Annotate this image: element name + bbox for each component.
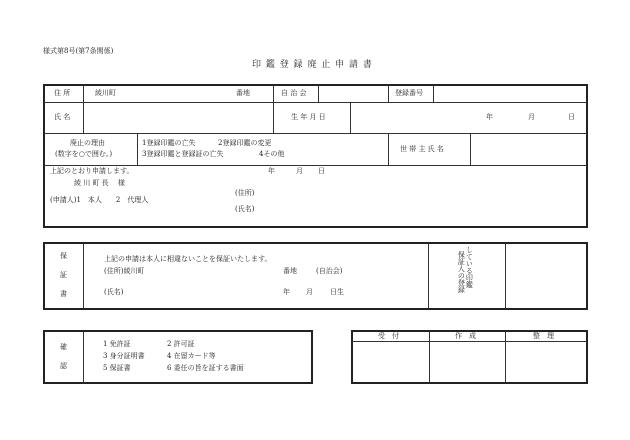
office-header-uketsuke: 受 付 [378,332,399,340]
guarantor-name-label: (氏名) [104,288,124,296]
date-month-unit: 月 [296,167,303,175]
divider [83,85,84,133]
household-head-field[interactable] [472,135,585,163]
confirmation-item[interactable]: 4 在留カード等 [167,352,216,360]
address-town: 綾川町 [95,89,116,97]
applicant-type[interactable]: (申請人)1 本人 2 代理人 [50,196,149,204]
jichikai-field[interactable] [320,86,386,101]
divider [273,102,274,133]
reason-option-1[interactable]: 1登録印鑑の亡失 [142,139,196,147]
confirmation-item[interactable]: 1 免許証 [103,340,131,348]
birth-year-unit: 年 [486,113,493,121]
reason-option-3[interactable]: 3登録印鑑と登録証の亡失 [142,150,224,158]
divider [273,85,274,102]
divider [505,243,506,309]
confirmation-item[interactable]: 2 許可証 [167,340,195,348]
addressee: 綾 川 町 長 様 [74,179,125,187]
guarantor-birth-month: 月 [306,288,313,296]
date-year-unit: 年 [268,167,275,175]
confirmation-item[interactable]: 6 委任の旨を証する書面 [167,364,244,372]
divider [388,133,389,165]
applicant-name-label: (氏名) [235,205,255,213]
confirmation-label-2: 認 [60,362,67,370]
divider [137,133,138,165]
jichikai-label: 自 治 会 [281,89,307,97]
banchi-label: 番地 [236,89,250,97]
divider [428,243,429,309]
confirmation-item[interactable]: 3 身分証明書 [103,352,145,360]
divider [350,102,351,133]
name-field[interactable] [85,104,271,132]
divider [388,85,389,102]
reg-no-label: 登録番号 [395,89,423,97]
name-label: 氏 名 [54,113,71,121]
divider [83,243,84,309]
guarantor-birthday: 日生 [330,288,344,296]
office-cell-seiri[interactable] [507,343,586,382]
birth-label: 生 年 月 日 [291,113,326,121]
address-field[interactable] [122,86,230,101]
reg-no-field[interactable] [435,86,585,101]
birth-month-unit: 月 [528,113,535,121]
divider [318,85,319,102]
declaration-text: 上記のとおり申請します。 [50,167,134,175]
applicant-address-label: (住所) [235,189,255,197]
birth-day-unit: 日 [568,113,575,121]
guarantor-seal-label-2: している印鑑 [465,246,474,288]
divider [433,85,434,102]
date-day-unit: 日 [318,167,325,175]
divider [470,133,471,165]
guarantor-seal-field[interactable] [507,244,586,308]
guarantor-seal-label-1: 保証人の登録 [457,251,466,293]
divider [44,165,587,166]
reason-option-4[interactable]: 4その他 [259,150,285,158]
divider [505,331,506,383]
page-title: 印 鑑 登 録 廃 止 申 請 書 [252,60,373,70]
guarantor-label-3: 書 [60,290,67,298]
divider [83,331,84,383]
guarantor-address: (住所)綾川町 [104,267,145,275]
divider [352,341,587,342]
address-label: 住 所 [54,89,71,97]
office-cell-sakusei[interactable] [431,343,503,382]
guarantor-banchi: 番地 [283,267,297,275]
divider [429,331,430,383]
guarantor-jichikai: (自治会) [316,267,343,275]
divider [44,133,587,134]
reason-option-2[interactable]: 2登録印鑑の変更 [218,139,272,147]
guarantor-birth-year: 年 [283,288,290,296]
confirmation-item[interactable]: 5 保証書 [103,364,131,372]
guarantor-label-1: 保 [60,252,67,260]
reason-instruction: (数字を○で囲む。) [55,150,113,158]
divider [44,102,587,103]
office-header-seiri: 整 理 [533,332,554,340]
office-cell-uketsuke[interactable] [353,343,427,382]
confirmation-label-1: 確 [60,343,67,351]
office-header-sakusei: 作 成 [455,332,476,340]
reason-label: 廃止の理由 [70,139,105,147]
guarantor-text: 上記の申請は本人に相違ないことを保証いたします。 [104,255,272,263]
form-number: 様式第8号(第7条関係) [43,47,114,55]
household-head-label: 世 帯 主 氏 名 [400,145,444,153]
guarantor-label-2: 証 [60,271,67,279]
